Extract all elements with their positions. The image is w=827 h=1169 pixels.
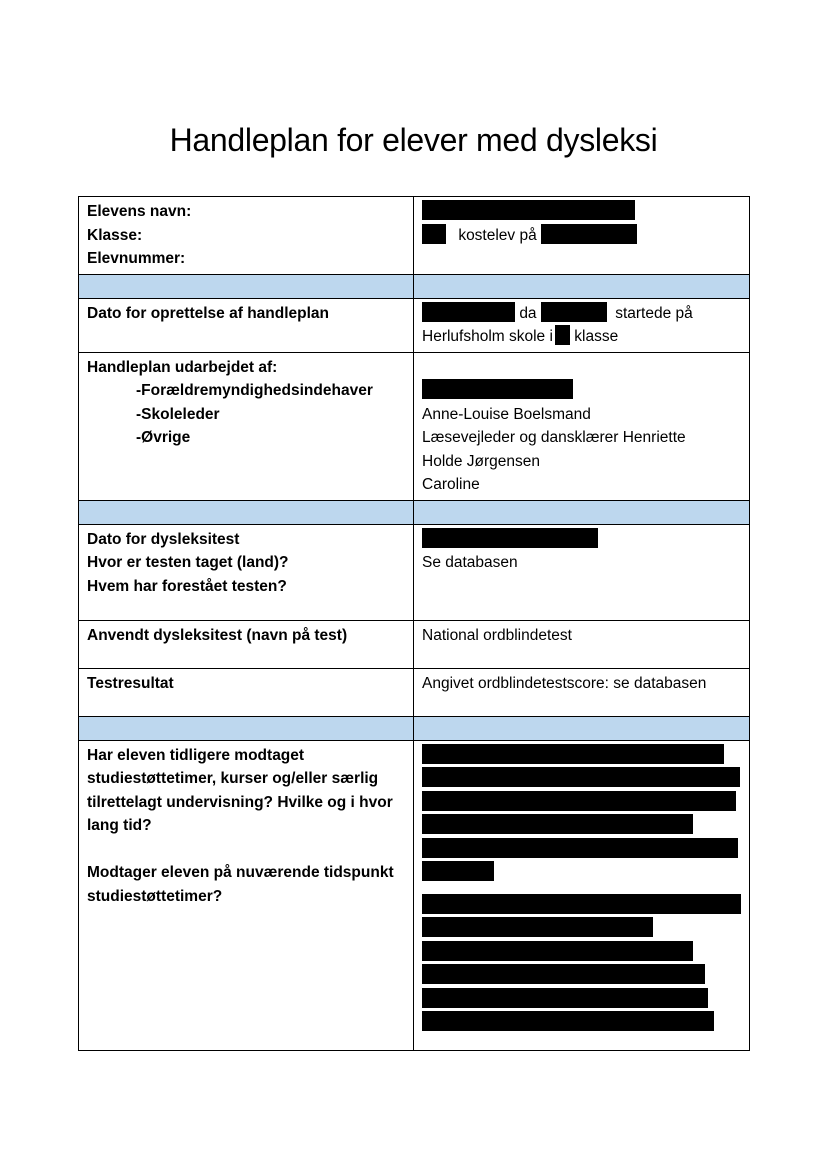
redaction-bar <box>422 200 635 220</box>
redaction-bar <box>555 325 570 345</box>
label-cell <box>79 197 414 275</box>
label-cell <box>79 620 414 668</box>
redaction-bar <box>422 224 446 244</box>
table-row <box>79 197 750 275</box>
redaction-bar <box>541 302 607 322</box>
value-test-location: Se databasen <box>422 554 518 571</box>
redaction-bar <box>422 838 738 858</box>
separator-row <box>79 716 750 740</box>
redaction-bar <box>422 988 708 1008</box>
redaction-bar <box>541 224 637 244</box>
redaction-bar <box>422 379 573 399</box>
label-current-support: Modtager eleven på nuværende tidspunkt studiestøttetimer? <box>87 864 394 905</box>
table-row <box>79 298 750 352</box>
label-test-country: Hvor er testen taget (land)? <box>87 554 289 571</box>
value-others-line3: Caroline <box>422 476 480 493</box>
label-cell <box>79 524 414 620</box>
redaction-bar <box>422 302 515 322</box>
redaction-bar <box>422 767 740 787</box>
label-date-created: Dato for oprettelse af handleplan <box>87 304 330 322</box>
table-row <box>79 352 750 500</box>
label-class: Klasse: <box>87 226 143 244</box>
value-cell <box>414 668 750 716</box>
label-cell <box>79 352 414 500</box>
table-row <box>79 668 750 716</box>
label-cell <box>79 668 414 716</box>
value-cell <box>414 620 750 668</box>
value-cell <box>414 197 750 275</box>
label-guardian: -Forældremyndighedsindehaver <box>136 382 373 399</box>
separator-row <box>79 500 750 524</box>
value-text-school: Herlufsholm skole i <box>422 328 553 345</box>
label-others: -Øvrige <box>136 429 191 446</box>
redaction-bar <box>422 1011 714 1031</box>
redaction-bar <box>422 861 494 881</box>
action-plan-table <box>78 196 750 1051</box>
redaction-bar <box>422 791 736 811</box>
value-text-da: da <box>519 304 537 322</box>
table-row <box>79 620 750 668</box>
label-student-number: Elevnummer: <box>87 250 186 267</box>
label-test-conductor: Hvem har forestået testen? <box>87 577 287 595</box>
value-cell <box>414 740 750 1050</box>
value-test-result: Angivet ordblindetestscore: se databasen <box>422 674 707 692</box>
label-prior-support: Har eleven tidligere modtaget studiestøttetimer, kurser og/eller særlig tilrettelagt undervisning? Hvilke og i hvor lang tid? <box>87 746 393 834</box>
redaction-bar <box>422 941 693 961</box>
redaction-bar <box>422 744 724 764</box>
value-cell <box>414 524 750 620</box>
table-row <box>79 740 750 1050</box>
redaction-bar <box>422 964 705 984</box>
label-cell <box>79 298 414 352</box>
table-row <box>79 524 750 620</box>
value-others-line1: Læsevejleder og dansklærer Henriette <box>422 429 686 446</box>
value-others-line2: Holde Jørgensen <box>422 452 541 470</box>
label-principal: -Skoleleder <box>136 405 220 423</box>
label-prepared-by: Handleplan udarbejdet af: <box>87 358 278 376</box>
value-test-name: National ordblindetest <box>422 626 572 644</box>
redaction-bar <box>422 814 693 834</box>
label-test-date: Dato for dysleksitest <box>87 530 240 548</box>
value-principal: Anne-Louise Boelsmand <box>422 405 591 423</box>
redaction-bar <box>422 917 653 937</box>
value-cell <box>414 298 750 352</box>
value-text-klasse: klasse <box>574 328 619 345</box>
separator-row <box>79 274 750 298</box>
page-title: Handleplan for elever med dysleksi <box>169 122 658 158</box>
value-text-startede: startede på <box>615 304 693 322</box>
redaction-bar <box>422 528 598 548</box>
label-cell <box>79 740 414 1050</box>
label-test-name: Anvendt dysleksitest (navn på test) <box>87 626 348 644</box>
label-test-result: Testresultat <box>87 674 174 692</box>
redaction-bar <box>422 894 741 914</box>
label-student-name: Elevens navn: <box>87 203 192 220</box>
value-cell <box>414 352 750 500</box>
value-class: kostelev på <box>458 226 537 244</box>
